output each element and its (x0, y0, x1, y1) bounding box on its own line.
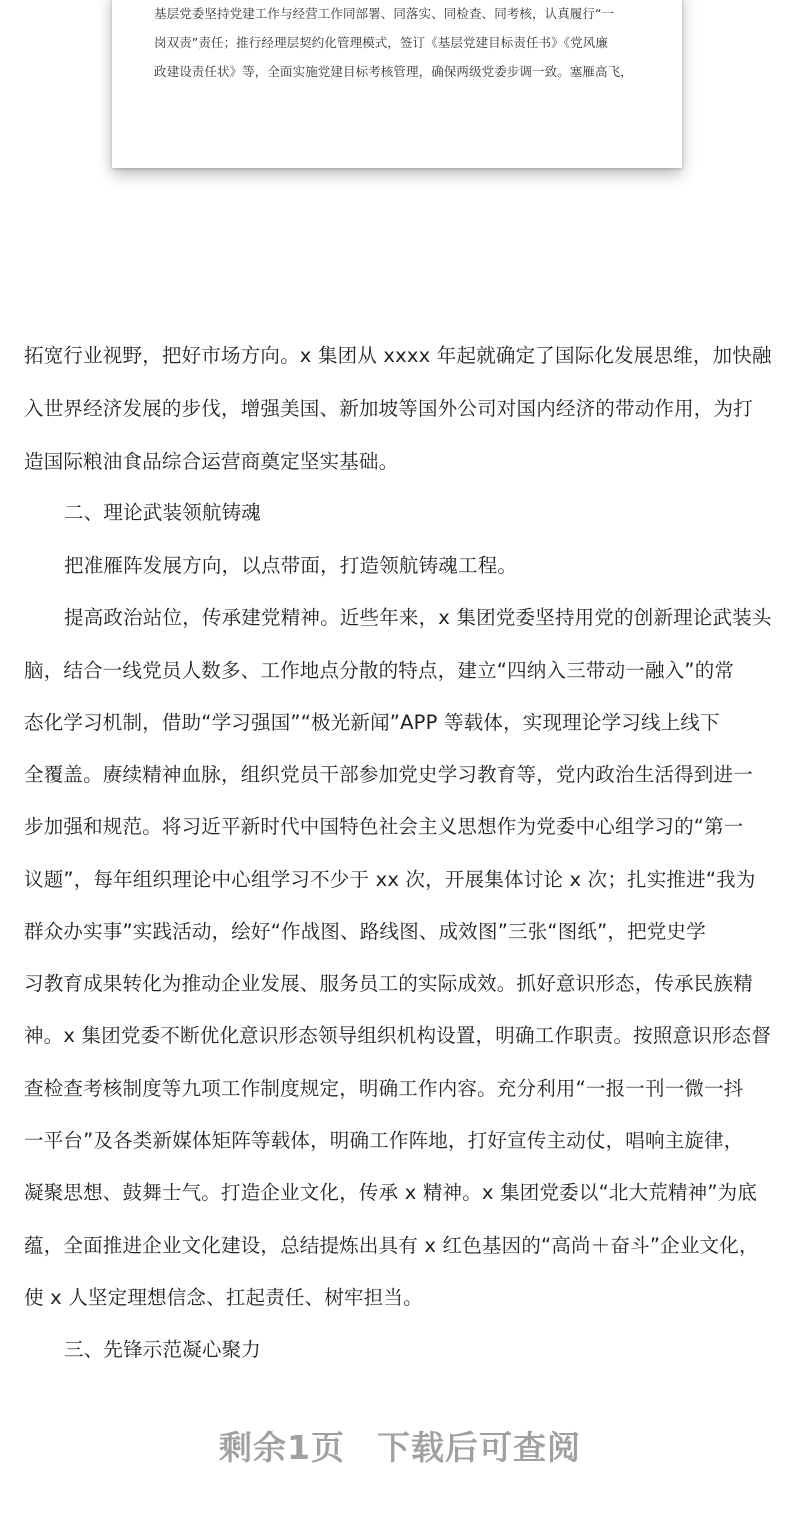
paragraph-line: 全覆盖。赓续精神血脉，组织党员干部参加党史学习教育等，党内政治生活得到进一 (24, 763, 753, 786)
paragraph-line: 一平台”及各类新媒体矩阵等载体，明确工作阵地，打好宣传主动仗，唱响主旋律， (24, 1129, 744, 1152)
paragraph-line: 步加强和规范。将习近平新时代中国特色社会主义思想作为党委中心组学习的“第一 (24, 815, 744, 838)
remaining-pages-notice[interactable] (0, 1422, 800, 1469)
document-preview-card (112, 0, 682, 168)
paragraph-line: 凝聚思想、鼓舞士气。打造企业文化，传承 x 精神。x 集团党委以“北大荒精神”为底 (24, 1181, 758, 1204)
paragraph-line: 造国际粮油食品综合运营商奠定坚实基础。 (24, 450, 399, 473)
paragraph-line: 议题”，每年组织理论中心组学习不少于 xx 次，开展集体讨论 x 次；扎实推进“我为 (24, 868, 756, 891)
paragraph-line: 态化学习机制，借助“学习强国”“极光新闻”APP 等载体，实现理论学习线上线下 (24, 711, 720, 734)
preview-line: 基层党委坚持党建工作与经营工作同部署、同落实、同检查、同考核，认真履行“一 (154, 6, 615, 21)
download-hint-label: 下载后可查阅 (376, 1428, 581, 1467)
paragraph-line: 使 x 人坚定理想信念、扛起责任、树牢担当。 (24, 1286, 423, 1309)
paragraph-line: 脑，结合一线党员人数多、工作地点分散的特点，建立“四纳入三带动一融入”的常 (24, 659, 735, 682)
section-heading: 三、先锋示范凝心聚力 (64, 1338, 262, 1361)
paragraph-line: 拓宽行业视野，把好市场方向。x 集团从 xxxx 年起就确定了国际化发展思维，加快融 (24, 344, 772, 367)
paragraph-line: 把准雁阵发展方向，以点带面，打造领航铸魂工程。 (64, 554, 518, 577)
paragraph-line: 入世界经济发展的步伐，增强美国、新加坡等国外公司对国内经济的带动作用，为打 (24, 397, 753, 420)
section-heading: 二、理论武装领航铸魂 (64, 501, 262, 524)
remaining-pages-label: 剩余1页 (219, 1428, 345, 1467)
paragraph-line: 提高政治站位，传承建党精神。近些年来，x 集团党委坚持用党的创新理论武装头 (64, 606, 772, 629)
paragraph-line: 蕴，全面推进企业文化建设，总结提炼出具有 x 红色基因的“高尚＋奋斗”企业文化， (24, 1234, 759, 1257)
paragraph-line: 习教育成果转化为推动企业发展、服务员工的实际成效。抓好意识形态，传承民族精 (24, 972, 753, 995)
paragraph-line: 查检查考核制度等九项工作制度规定，明确工作内容。充分利用“一报一刊一微一抖 (24, 1077, 744, 1100)
paragraph-line: 神。x 集团党委不断优化意识形态领导组织机构设置，明确工作职责。按照意识形态督 (24, 1024, 772, 1047)
preview-line: 岗双责”责任；推行经理层契约化管理模式，签订《基层党建目标责任书》《党风廉 (154, 35, 608, 50)
paragraph-line: 群众办实事”实践活动，绘好“作战图、路线图、成效图”三张“图纸”，把党史学 (24, 920, 706, 943)
preview-line: 政建设责任状》等，全面实施党建目标考核管理，确保两级党委步调一致。塞雁高飞， (154, 64, 633, 79)
